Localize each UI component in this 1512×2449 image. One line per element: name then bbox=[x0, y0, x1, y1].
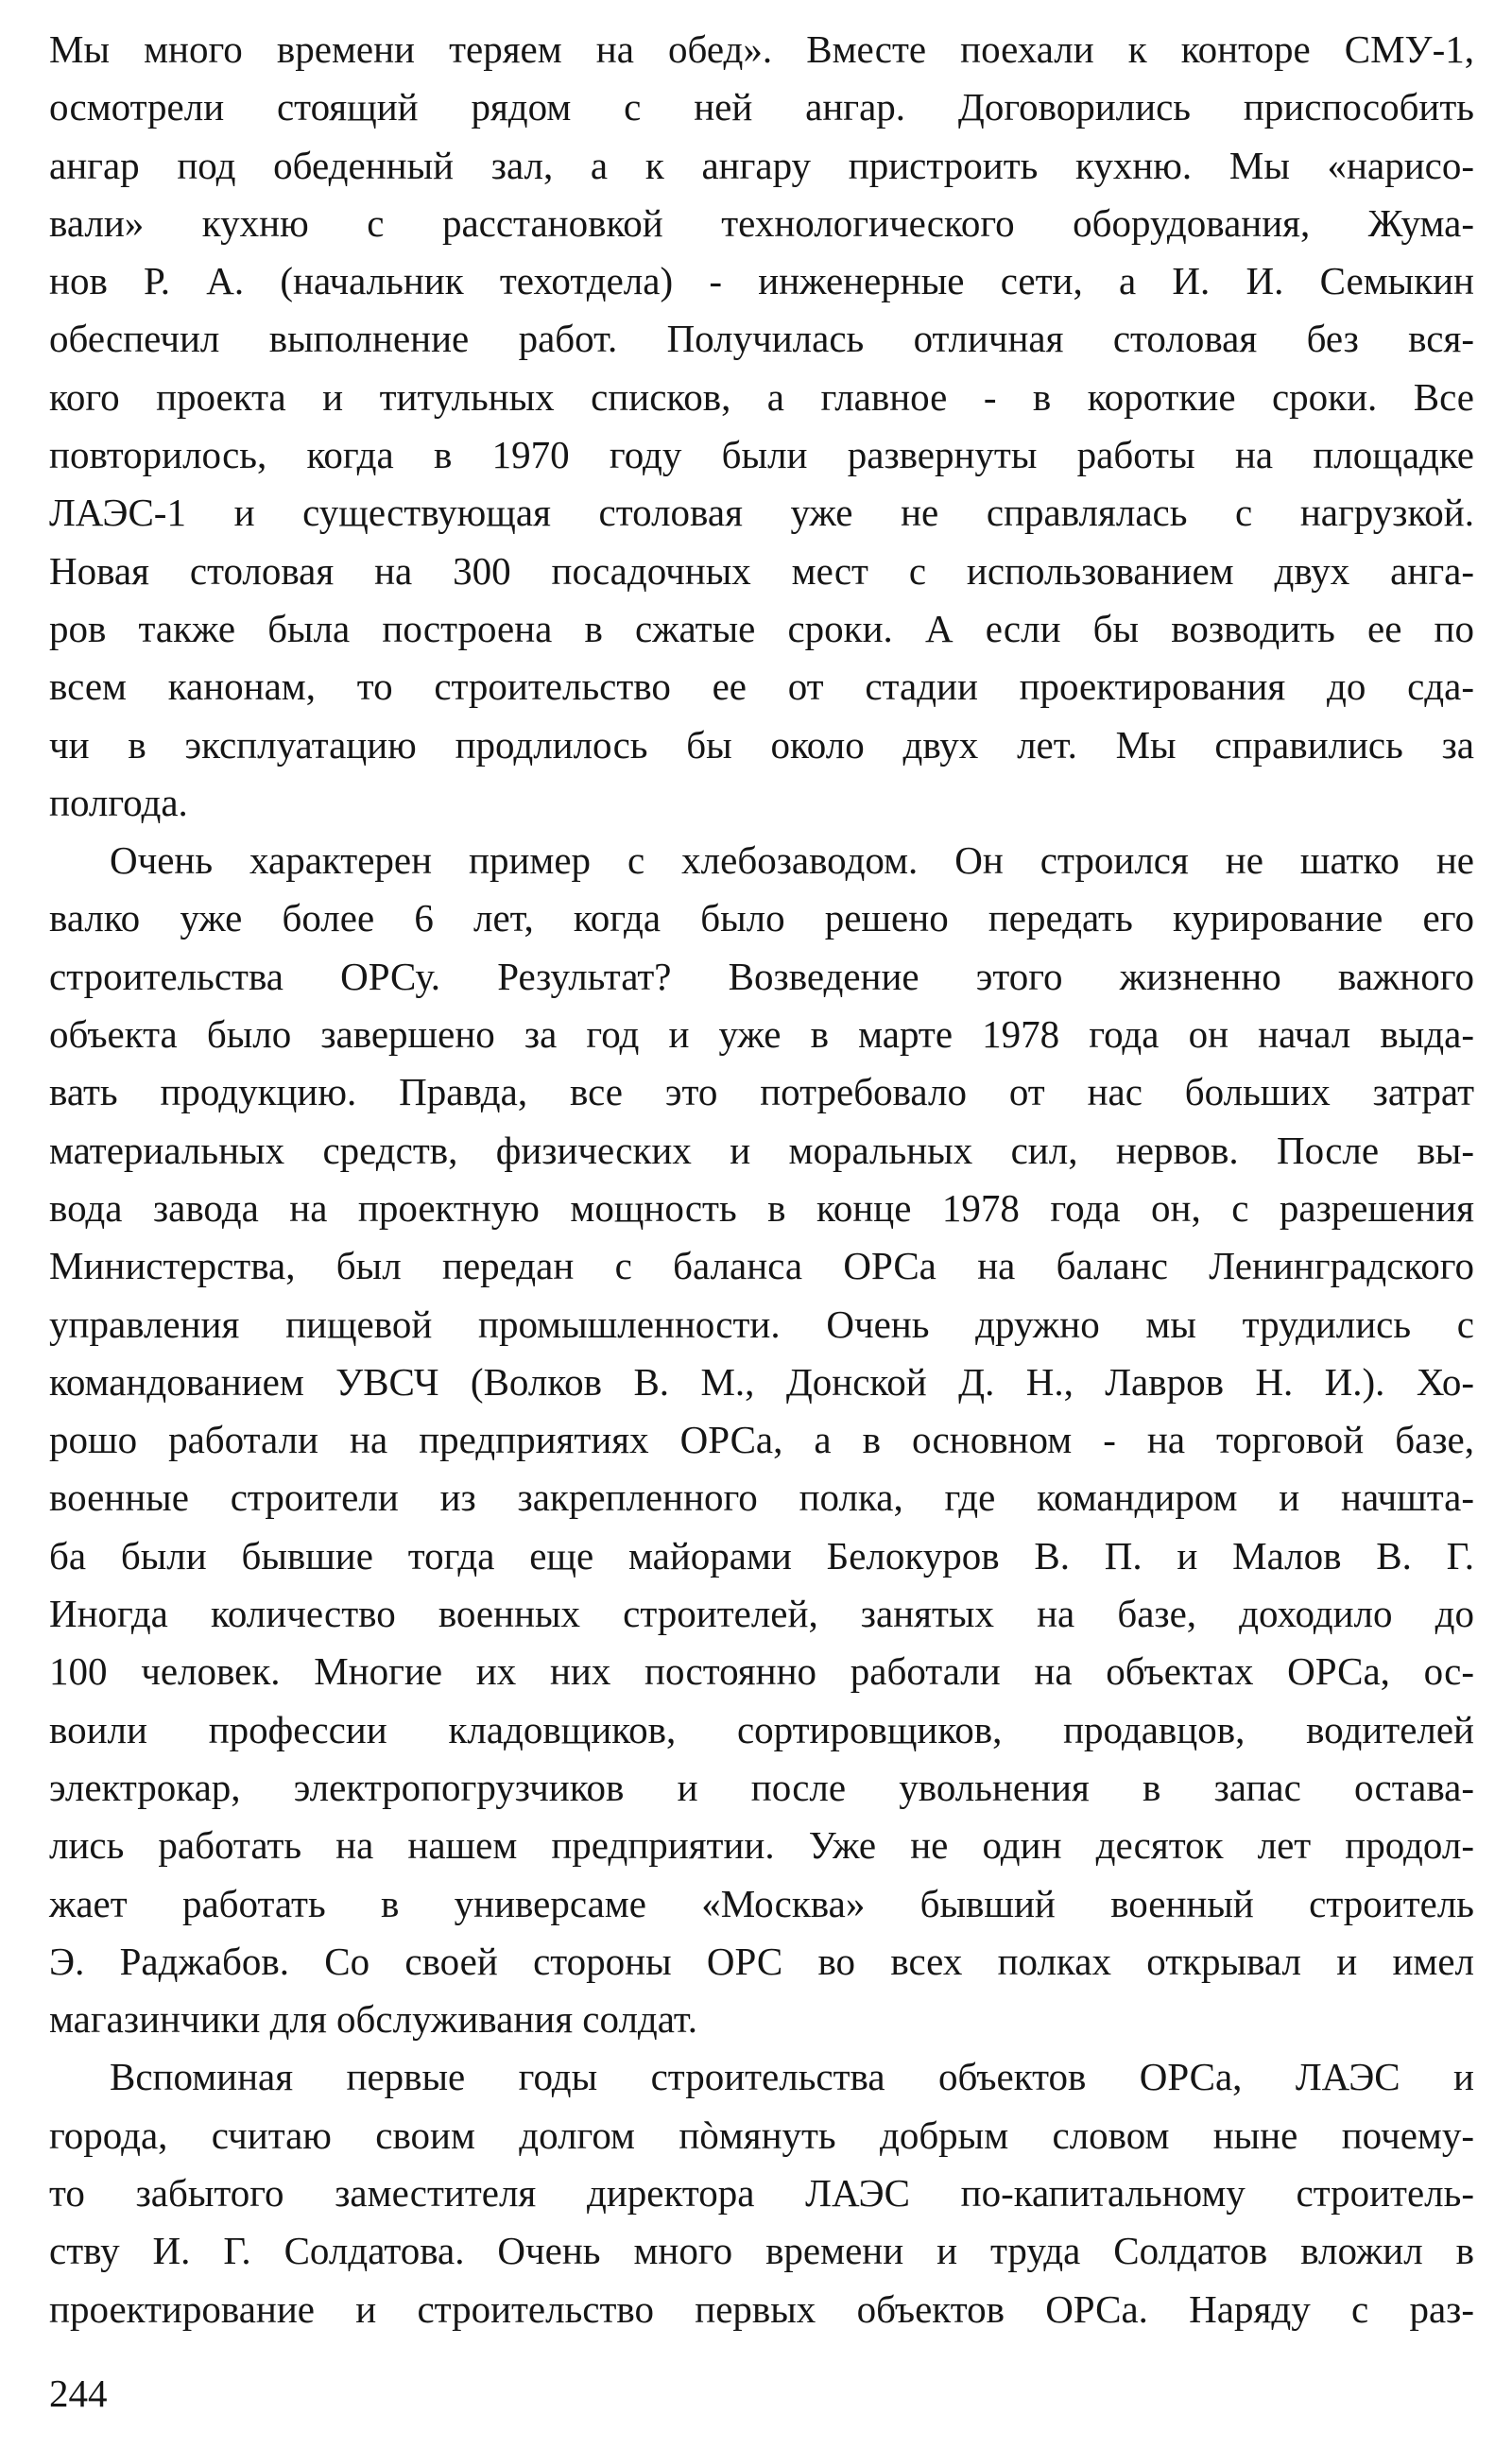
text-line: электрокар, электропогрузчиков и после увольнения в запас остава- bbox=[49, 1765, 1474, 1809]
text-line: ба были бывшие тогда еще майорами Белокуров В. П. и Малов В. Г. bbox=[49, 1533, 1474, 1578]
text-line: Иногда количество военных строителей, занятых на базе, доходило до bbox=[49, 1592, 1474, 1636]
text-line: вали» кухню с расстановкой технологического оборудования, Жума- bbox=[49, 200, 1474, 245]
text-line: объекта было завершено за год и уже в марте 1978 года он начал выда- bbox=[49, 1012, 1474, 1057]
text-line: командованием УВСЧ (Волков В. М., Донской Д. Н., Лавров Н. И.). Хо- bbox=[49, 1359, 1474, 1404]
text-line: военные строители из закрепленного полка, где командиром и начшта- bbox=[49, 1475, 1474, 1520]
text-line: лись работать на нашем предприятии. Уже не один десяток лет продол- bbox=[49, 1823, 1474, 1868]
text-line: жает работать в универсаме «Москва» бывший военный строитель bbox=[49, 1881, 1474, 1925]
text-line: города, считаю своим долгом пòмянуть добрым словом ныне почему- bbox=[49, 2113, 1474, 2157]
body-text bbox=[49, 21, 1474, 2338]
text-line: всем канонам, то строительство ее от стадии проектирования до сда- bbox=[49, 664, 1474, 709]
text-line: Э. Раджабов. Со своей стороны ОРС во всех полках открывал и имел bbox=[49, 1939, 1474, 1983]
text-line: полгода. bbox=[49, 780, 188, 824]
text-line: обеспечил выполнение работ. Получилась отличная столовая без вся- bbox=[49, 317, 1474, 361]
text-line: вода завода на проектную мощность в конце 1978 года он, с разрешения bbox=[49, 1185, 1474, 1230]
text-line: рошо работали на предприятиях ОРСа, а в основном - на торговой базе, bbox=[49, 1418, 1474, 1462]
text-line: 100 человек. Многие их них постоянно работали на объектах ОРСа, ос- bbox=[49, 1649, 1474, 1694]
text-line: Очень характерен пример с хлебозаводом. Он строился не шатко не bbox=[110, 838, 1474, 883]
text-line: осмотрели стоящий рядом с ней ангар. Договорились приспособить bbox=[49, 85, 1474, 129]
text-line: ангар под обеденный зал, а к ангару пристроить кухню. Мы «нарисо- bbox=[49, 143, 1474, 187]
text-line: ству И. Г. Солдатова. Очень много времени и труда Солдатов вложил в bbox=[49, 2229, 1474, 2273]
page-number: 244 bbox=[49, 2371, 108, 2415]
text-line: магазинчики для обслуживания солдат. bbox=[49, 1997, 698, 2042]
text-line: то забытого заместителя директора ЛАЭС по-капитальному строитель- bbox=[49, 2170, 1474, 2215]
text-line: строительства ОРСу. Результат? Возведение этого жизненно важного bbox=[49, 954, 1474, 998]
text-line: повторилось, когда в 1970 году были развернуты работы на площадке bbox=[49, 433, 1474, 477]
text-line: Министерства, был передан с баланса ОРСа на баланс Ленинградского bbox=[49, 1244, 1474, 1288]
text-line: ЛАЭС-1 и существующая столовая уже не справлялась с нагрузкой. bbox=[49, 491, 1474, 535]
text-line: кого проекта и титульных списков, а главное - в короткие сроки. Все bbox=[49, 374, 1474, 419]
text-line: нов Р. А. (начальник техотдела) - инженерные сети, а И. И. Семыкин bbox=[49, 259, 1474, 303]
text-line: проектирование и строительство первых объектов ОРСа. Наряду с раз- bbox=[49, 2286, 1474, 2331]
text-line: валко уже более 6 лет, когда было решено передать курирование его bbox=[49, 896, 1474, 940]
text-line: Новая столовая на 300 посадочных мест с использованием двух анга- bbox=[49, 548, 1474, 593]
text-line: материальных средств, физических и моральных сил, нервов. После вы- bbox=[49, 1128, 1474, 1172]
text-line: Мы много времени теряем на обед». Вместе поехали к конторе СМУ-1, bbox=[49, 27, 1474, 71]
text-line: чи в эксплуатацию продлилось бы около двух лет. Мы справились за bbox=[49, 722, 1474, 767]
text-line: воили профессии кладовщиков, сортировщиков, продавцов, водителей bbox=[49, 1707, 1474, 1751]
text-line: ров также была построена в сжатые сроки. А если бы возводить ее по bbox=[49, 606, 1474, 650]
text-line: вать продукцию. Правда, все это потребовало от нас больших затрат bbox=[49, 1070, 1474, 1114]
text-line: Вспоминая первые годы строительства объектов ОРСа, ЛАЭС и bbox=[110, 2055, 1474, 2099]
text-line: управления пищевой промышленности. Очень дружно мы трудились с bbox=[49, 1302, 1474, 1346]
